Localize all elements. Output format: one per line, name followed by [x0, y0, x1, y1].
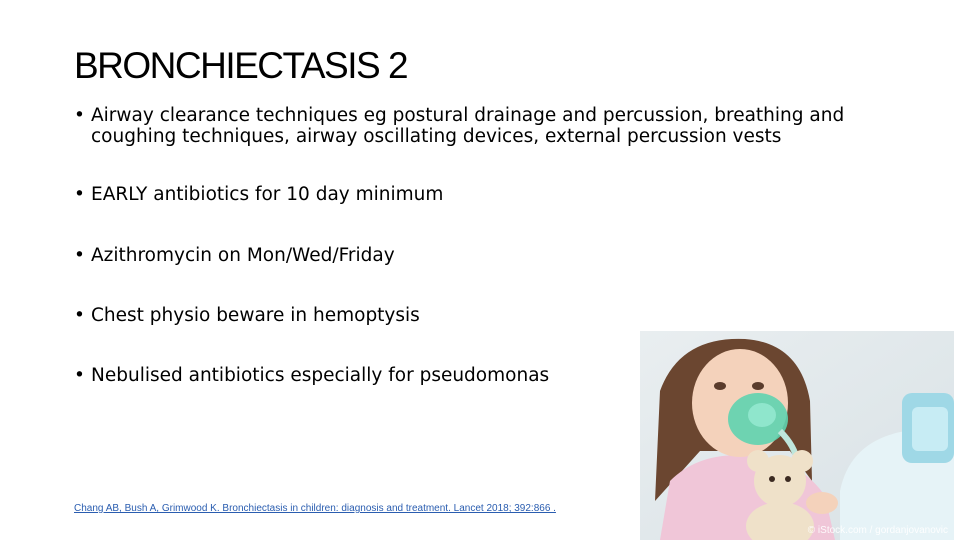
bullet-chest-physio	[74, 305, 884, 326]
bullet-dot-icon: •	[74, 245, 85, 266]
bullet-text: Azithromycin on Mon/Wed/Friday	[91, 245, 395, 266]
bullet-dot-icon: •	[74, 305, 85, 326]
bullet-airway-clearance	[74, 105, 884, 147]
photo-watermark: © iStock.com / gordanjovanovic	[807, 525, 948, 536]
bullet-text: Chest physio beware in hemoptysis	[91, 305, 420, 326]
bullet-dot-icon: •	[74, 184, 85, 205]
bullet-text: Airway clearance techniques eg postural drainage and percussion, breathing and coughing techniques, airway oscillating devices, external percussion vests	[91, 105, 845, 147]
bullet-dot-icon: •	[74, 105, 85, 126]
child-nebulizer-photo	[640, 331, 954, 540]
citation-link[interactable]: Chang AB, Bush A, Grimwood K. Bronchiectasis in children: diagnosis and treatment. Lancet 2018; 392:866 .	[74, 503, 556, 514]
photo-illustration	[640, 331, 954, 540]
bullet-text: Nebulised antibiotics especially for pseudomonas	[91, 365, 550, 386]
bullet-dot-icon: •	[74, 365, 85, 386]
slide-title: BRONCHIECTASIS 2	[74, 45, 408, 86]
bullet-text: EARLY antibiotics for 10 day minimum	[91, 184, 444, 205]
bullet-early-antibiotics	[74, 184, 884, 205]
bullet-azithromycin	[74, 245, 884, 266]
